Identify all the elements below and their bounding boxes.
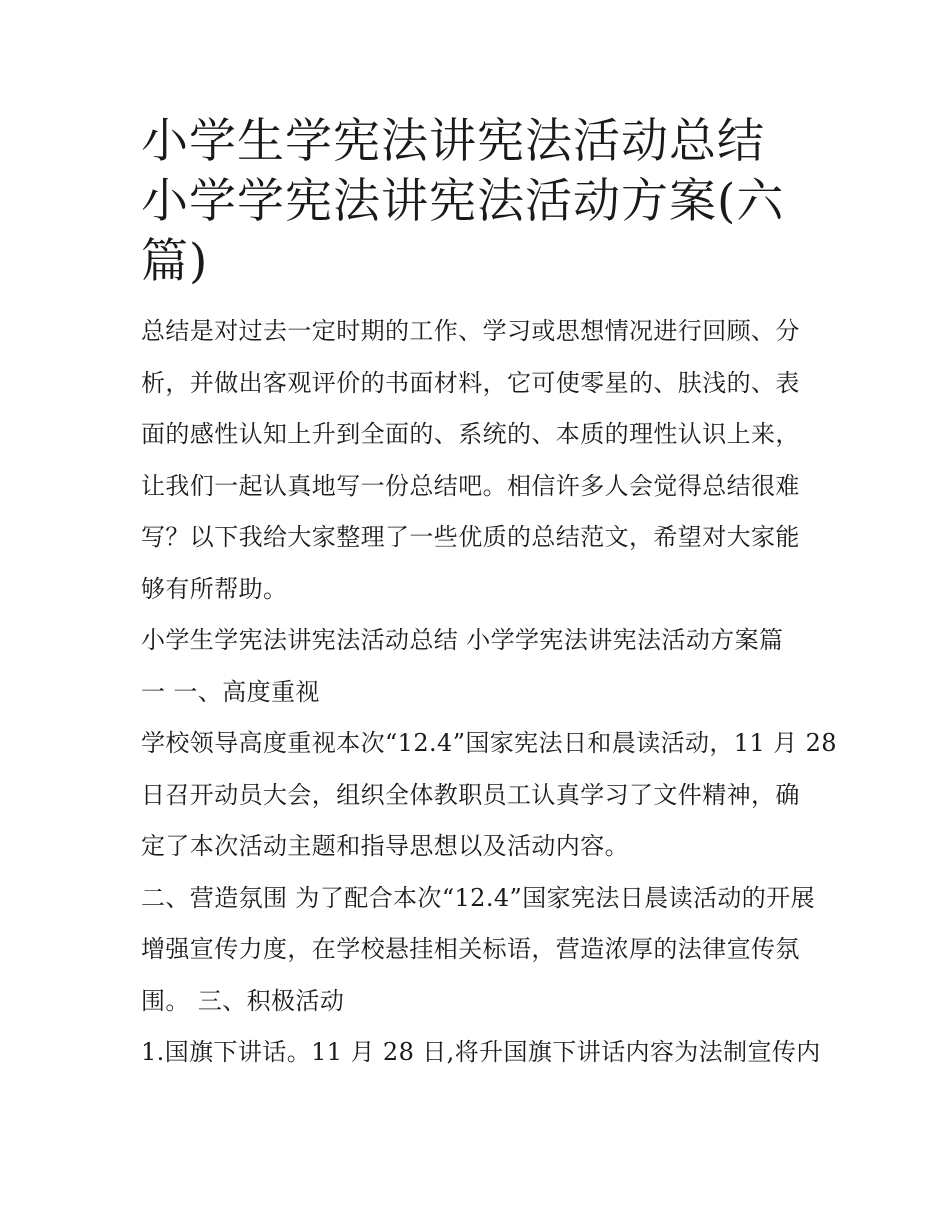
section-heading-line: 一 一、高度重视 bbox=[141, 677, 320, 706]
document-title bbox=[141, 112, 813, 292]
title-line: 篇) bbox=[141, 234, 209, 289]
title-line: 小学学宪法讲宪法活动方案(六 bbox=[141, 174, 785, 229]
body-line: 让我们一起认真地写一份总结吧。相信许多人会觉得总结很难 bbox=[141, 471, 800, 500]
body-line: 围。 三、积极活动 bbox=[141, 986, 345, 1015]
body-line: 写？以下我给大家整理了一些优质的总结范文，希望对大家能 bbox=[141, 523, 800, 551]
body-line: 总结是对过去一定时期的工作、学习或思想情况进行回顾、分 bbox=[141, 317, 800, 345]
document-body bbox=[141, 314, 837, 1069]
body-line: 增强宣传力度，在学校悬挂相关标语，营造浓厚的法律宣传氛 bbox=[141, 935, 800, 963]
body-line: 1.国旗下讲话。11 月 28 日,将升国旗下讲话内容为法制宣传内 bbox=[141, 1038, 821, 1066]
body-line: 日召开动员大会，组织全体教职员工认真学习了文件精神，确 bbox=[141, 780, 800, 809]
body-line: 够有所帮助。 bbox=[141, 574, 288, 603]
section-heading-line: 小学生学宪法讲宪法活动总结 小学学宪法讲宪法活动方案篇 bbox=[141, 626, 784, 654]
document-page bbox=[141, 112, 837, 1087]
body-line: 二、营造氛围 为了配合本次“12.4”国家宪法日晨读活动的开展 bbox=[141, 883, 816, 912]
body-line: 学校领导高度重视本次“12.4”国家宪法日和晨读活动，11 月 28 bbox=[141, 729, 837, 757]
body-line: 定了本次活动主题和指导思想以及活动内容。 bbox=[141, 832, 629, 860]
title-line: 小学生学宪法讲宪法活动总结 bbox=[141, 114, 765, 169]
body-line: 析，并做出客观评价的书面材料，它可使零星的、肤浅的、表 bbox=[141, 368, 800, 397]
body-line: 面的感性认知上升到全面的、系统的、本质的理性认识上来， bbox=[141, 420, 800, 448]
